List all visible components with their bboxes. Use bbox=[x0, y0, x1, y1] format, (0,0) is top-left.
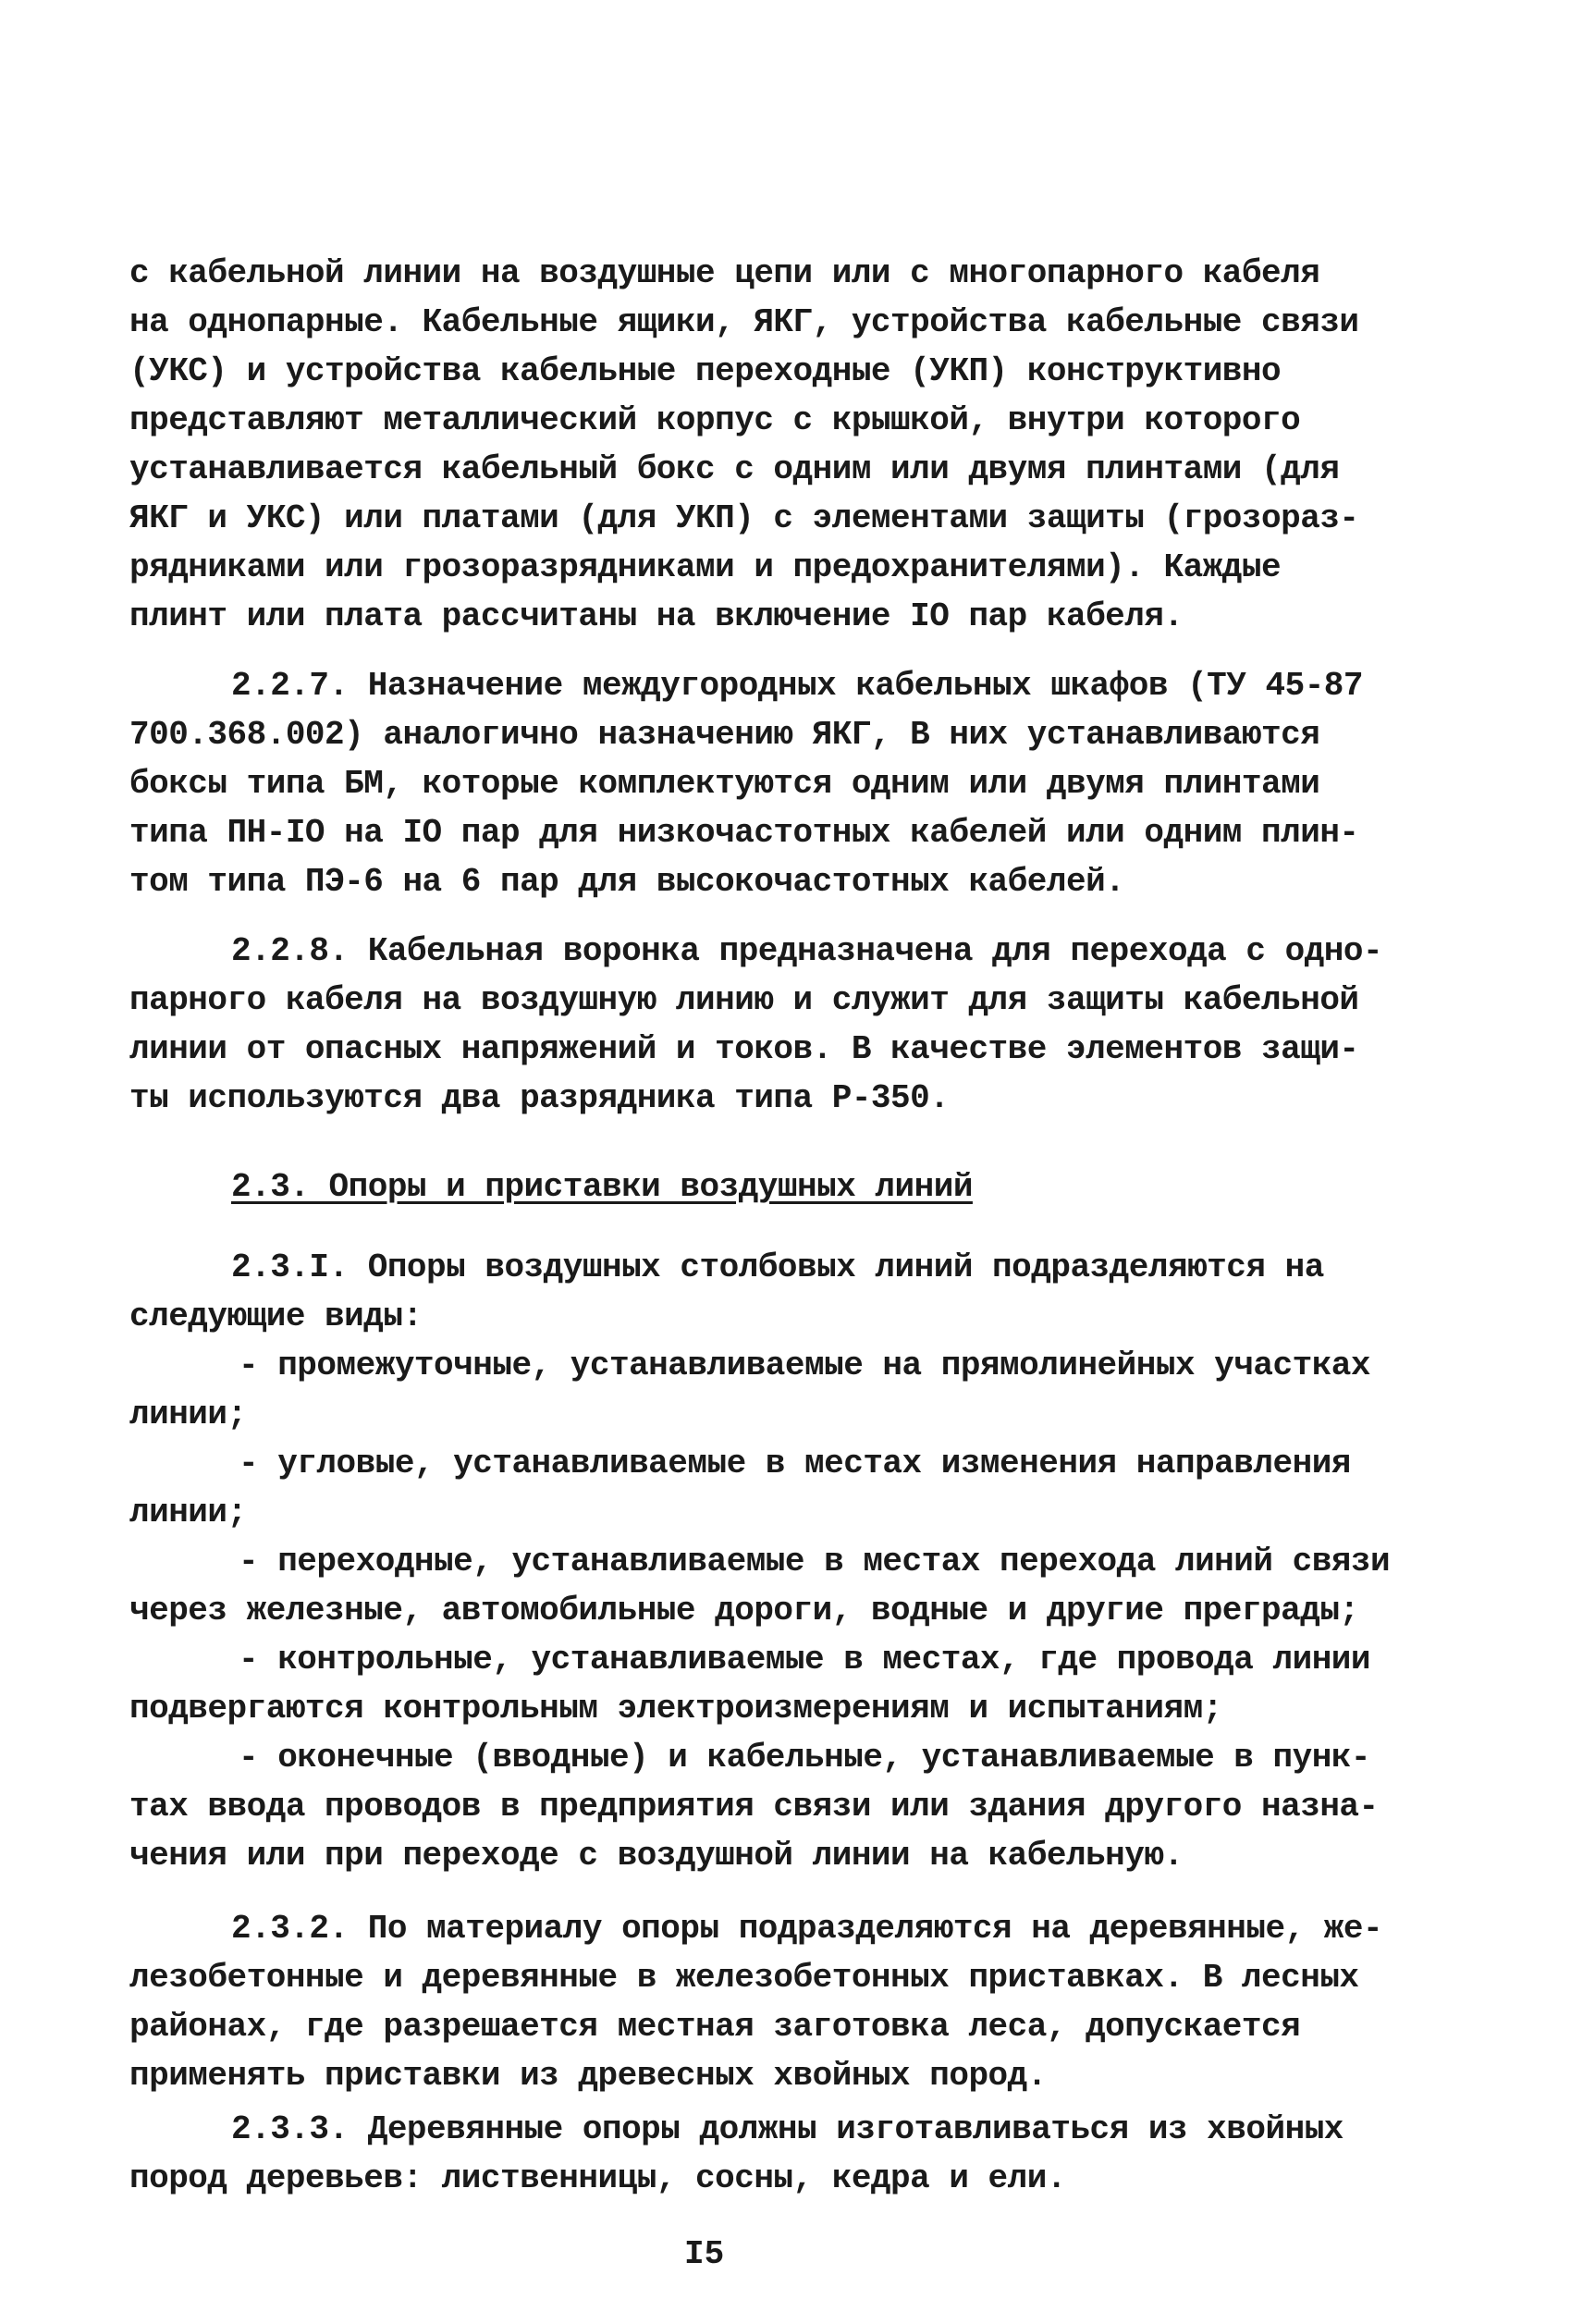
text-line: плинт или плата рассчитаны на включение IO пар кабеля. bbox=[129, 597, 1184, 635]
text-line: 2.2.7. Назначение междугородных кабельных шкафов (ТУ 45-87 bbox=[231, 667, 1364, 705]
list-item: - контрольные, устанавливаемые в местах, где провода линии bbox=[239, 1641, 1371, 1678]
text-line: 2.3.3. Деревянные опоры должны изготавливаться из хвойных bbox=[231, 2110, 1343, 2148]
text-line: линии от опасных напряжений и токов. В качестве элементов защи- bbox=[129, 1030, 1359, 1068]
text-line: рядниками или грозоразрядниками и предохранителями). Каждые bbox=[129, 548, 1282, 586]
text-line: на однопарные. Кабельные ящики, ЯКГ, устройства кабельные связи bbox=[129, 303, 1359, 341]
text-line: через железные, автомобильные дороги, водные и другие преграды; bbox=[129, 1592, 1359, 1629]
list-item: - переходные, устанавливаемые в местах перехода линий связи bbox=[239, 1543, 1391, 1580]
text-line: районах, где разрешается местная заготовка леса, допускается bbox=[129, 2008, 1301, 2046]
text-line: ты используются два разрядника типа Р-350. bbox=[129, 1079, 950, 1117]
text-line: 700.368.002) аналогично назначению ЯКГ, В них устанавливаются bbox=[129, 716, 1320, 754]
text-line: пород деревьев: лиственницы, сосны, кедра и ели. bbox=[129, 2159, 1066, 2197]
text-line: тах ввода проводов в предприятия связи или здания другого назна- bbox=[129, 1788, 1379, 1826]
text-line: линии; bbox=[129, 1494, 247, 1531]
text-line: чения или при переходе с воздушной линии на кабельную. bbox=[129, 1837, 1184, 1875]
text-line: 2.2.8. Кабельная воронка предназначена для перехода с одно- bbox=[231, 932, 1383, 970]
text-line: с кабельной линии на воздушные цепи или с многопарного кабеля bbox=[129, 254, 1320, 292]
text-line: следующие виды: bbox=[129, 1297, 423, 1335]
text-line: том типа ПЭ-6 на 6 пар для высокочастотных кабелей. bbox=[129, 863, 1125, 901]
text-line: боксы типа БМ, которые комплектуются одним или двумя плинтами bbox=[129, 765, 1320, 803]
page-number: I5 bbox=[684, 2235, 725, 2273]
list-item: - промежуточные, устанавливаемые на прямолинейных участках bbox=[239, 1346, 1371, 1384]
text-line: устанавливается кабельный бокс с одним или двумя плинтами (для bbox=[129, 450, 1340, 488]
text-line: парного кабеля на воздушную линию и служит для защиты кабельной bbox=[129, 981, 1359, 1019]
text-line: ЯКГ и УКС) или платами (для УКП) с элементами защиты (грозораз- bbox=[129, 499, 1359, 537]
text-line: (УКС) и устройства кабельные переходные (УКП) конструктивно bbox=[129, 352, 1282, 390]
text-line: подвергаются контрольным электроизмерениям и испытаниям; bbox=[129, 1690, 1222, 1728]
text-line: типа ПН-IO на IO пар для низкочастотных кабелей или одним плин- bbox=[129, 814, 1359, 852]
list-item: - угловые, устанавливаемые в местах изменения направления bbox=[239, 1445, 1351, 1482]
section-heading: 2.3. Опоры и приставки воздушных линий bbox=[231, 1168, 973, 1206]
text-line: линии; bbox=[129, 1396, 247, 1433]
text-line: применять приставки из древесных хвойных пород. bbox=[129, 2057, 1047, 2095]
text-line: представляют металлический корпус с крышкой, внутри которого bbox=[129, 401, 1301, 439]
text-line: лезобетонные и деревянные в железобетонных приставках. В лесных bbox=[129, 1959, 1359, 1997]
list-item: - оконечные (вводные) и кабельные, устанавливаемые в пунк- bbox=[239, 1739, 1371, 1777]
text-line: 2.3.I. Опоры воздушных столбовых линий подразделяются на bbox=[231, 1248, 1324, 1286]
text-line: 2.3.2. По материалу опоры подразделяются на деревянные, же- bbox=[231, 1910, 1383, 1948]
